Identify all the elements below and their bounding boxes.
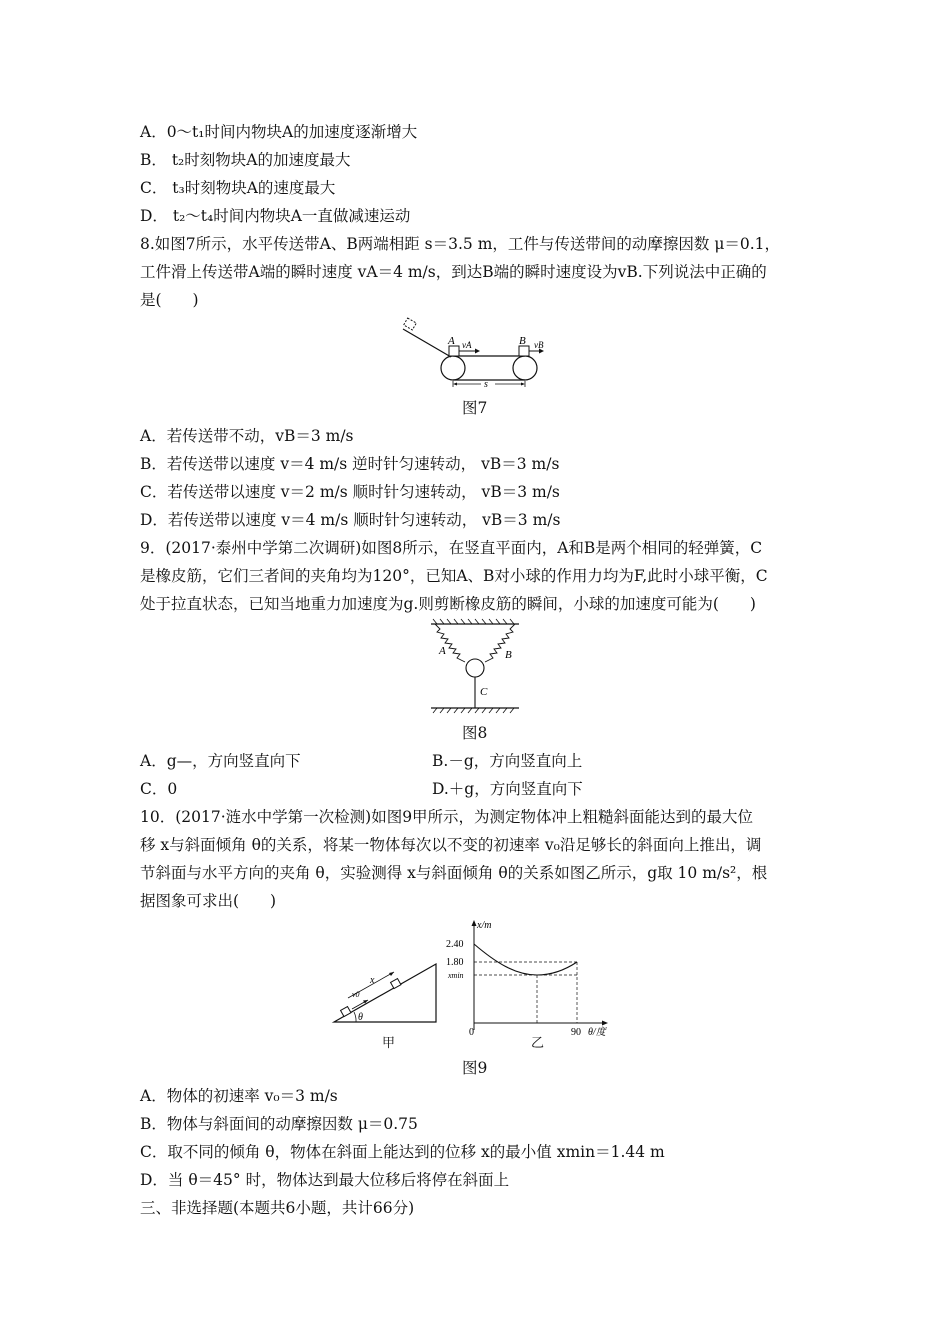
q10-stem-line-2: 移 x与斜面倾角 θ的关系，将某一物体每次以不变的初速率 v₀沿足够长的斜面向上推出，调 <box>140 836 762 854</box>
q8-option-d: D．若传送带以速度 v＝4 m/s 顺时针匀速转动， vB＝3 m/s <box>140 511 561 529</box>
label-theta: θ <box>358 1012 363 1023</box>
q9-stem-line-1: 9．(2017·泰州中学第二次调研)如图8所示，在竖直平面内，A和B是两个相同的轻弹簧，C <box>140 539 763 557</box>
figure-7-caption: 图7 <box>462 399 488 417</box>
q10-option-c: C．取不同的倾角 θ，物体在斜面上能达到的位移 x的最小值 xmin＝1.44 m <box>140 1143 665 1161</box>
q8-stem-line-2: 工件滑上传送带A端的瞬时速度 vA＝4 m/s，到达B端的瞬时速度设为vB.下列说法中正确的 <box>140 263 767 281</box>
q7-option-b: B． t₂时刻物块A的加速度最大 <box>140 151 351 169</box>
q7-option-a: A．0～t₁时间内物块A的加速度逐渐增大 <box>140 123 418 141</box>
q10-option-d: D．当 θ＝45° 时，物体达到最大位移后将停在斜面上 <box>140 1171 510 1189</box>
q9-stem-line-2: 是橡皮筋，它们三者间的夹角均为120°，已知A、B对小球的作用力均为F,此时小球平衡，C <box>140 567 768 585</box>
label-x: x <box>370 975 375 986</box>
figure-9-jia-incline <box>330 960 442 1030</box>
figure-8-springs <box>425 618 525 718</box>
q10-stem-line-4: 据图象可求出( ) <box>140 892 277 910</box>
figure-9-yi-label: 乙 <box>531 1036 545 1051</box>
block-b <box>519 346 529 356</box>
q7-option-c: C． t₃时刻物块A的速度最大 <box>140 179 336 197</box>
block-top <box>391 979 401 989</box>
tick-90: 90 <box>571 1027 581 1038</box>
x-theta-curve <box>474 944 577 975</box>
section-3-heading: 三、非选择题(本题共6小题，共计66分) <box>140 1199 415 1217</box>
ball <box>466 659 484 677</box>
label-a: A <box>439 645 446 657</box>
figure-9-jia-label: 甲 <box>382 1036 396 1051</box>
q7-option-d: D． t₂～t₄时间内物块A一直做减速运动 <box>140 207 411 225</box>
q10-stem-line-3: 节斜面与水平方向的夹角 θ，实验测得 x与斜面倾角 θ的关系如图乙所示，g取 10 m/s²，根 <box>140 864 768 882</box>
tick-xmin: xmin <box>448 971 464 980</box>
incline-ramp <box>403 329 451 357</box>
q8-option-b: B．若传送带以速度 v＝4 m/s 逆时针匀速转动， vB＝3 m/s <box>140 455 560 473</box>
figure-7-conveyor-belt <box>395 315 565 395</box>
tick-origin: 0 <box>469 1027 474 1038</box>
figure-8-caption: 图8 <box>462 724 488 742</box>
angle-arc <box>354 1012 356 1022</box>
tick-180: 1.80 <box>446 957 464 968</box>
x-axis-label: θ/度 <box>588 1027 606 1038</box>
q10-option-b: B．物体与斜面间的动摩擦因数 μ＝0.75 <box>140 1115 418 1133</box>
label-a: A <box>448 335 455 347</box>
tick-240: 2.40 <box>446 939 464 950</box>
label-v0: v0 <box>352 990 360 999</box>
q10-stem-line-1: 10．(2017·涟水中学第一次检测)如图9甲所示，为测定物体冲上粗糙斜面能达到的最大位 <box>140 808 754 826</box>
q9-stem-line-3: 处于拉直状态，已知当地重力加速度为g.则剪断橡皮筋的瞬间，小球的加速度可能为( ) <box>140 595 756 613</box>
label-c: C <box>480 686 488 698</box>
q9-option-d: D.＋g，方向竖直向下 <box>432 780 583 798</box>
q10-option-a: A．物体的初速率 v₀＝3 m/s <box>140 1087 338 1105</box>
figure-9-caption: 图9 <box>462 1059 488 1077</box>
q8-stem-line-1: 8.如图7所示，水平传送带A、B两端相距 s＝3.5 m，工件与传送带间的动摩擦因数 μ＝0.1， <box>140 235 781 253</box>
block-a <box>449 346 459 356</box>
block-bottom <box>341 1007 351 1017</box>
label-b: B <box>505 649 512 661</box>
q8-option-a: A．若传送带不动，vB＝3 m/s <box>140 427 354 445</box>
figure-9-yi-graph <box>440 918 630 1038</box>
label-vb: vB <box>534 340 544 350</box>
q9-option-b: B.－g，方向竖直向上 <box>432 752 583 770</box>
label-va: vA <box>462 340 472 350</box>
label-s: s <box>484 379 488 390</box>
label-b: B <box>519 335 526 347</box>
pulley-left <box>441 356 465 380</box>
q8-stem-line-3: 是( ) <box>140 291 199 309</box>
pulley-right <box>513 356 537 380</box>
q9-option-a: A．g—，方向竖直向下 <box>140 752 301 770</box>
y-axis-label: x/m <box>477 920 492 931</box>
dashed-block <box>404 318 417 330</box>
q9-option-c: C．0 <box>140 780 178 798</box>
q8-option-c: C．若传送带以速度 v＝2 m/s 顺时针匀速转动， vB＝3 m/s <box>140 483 560 501</box>
